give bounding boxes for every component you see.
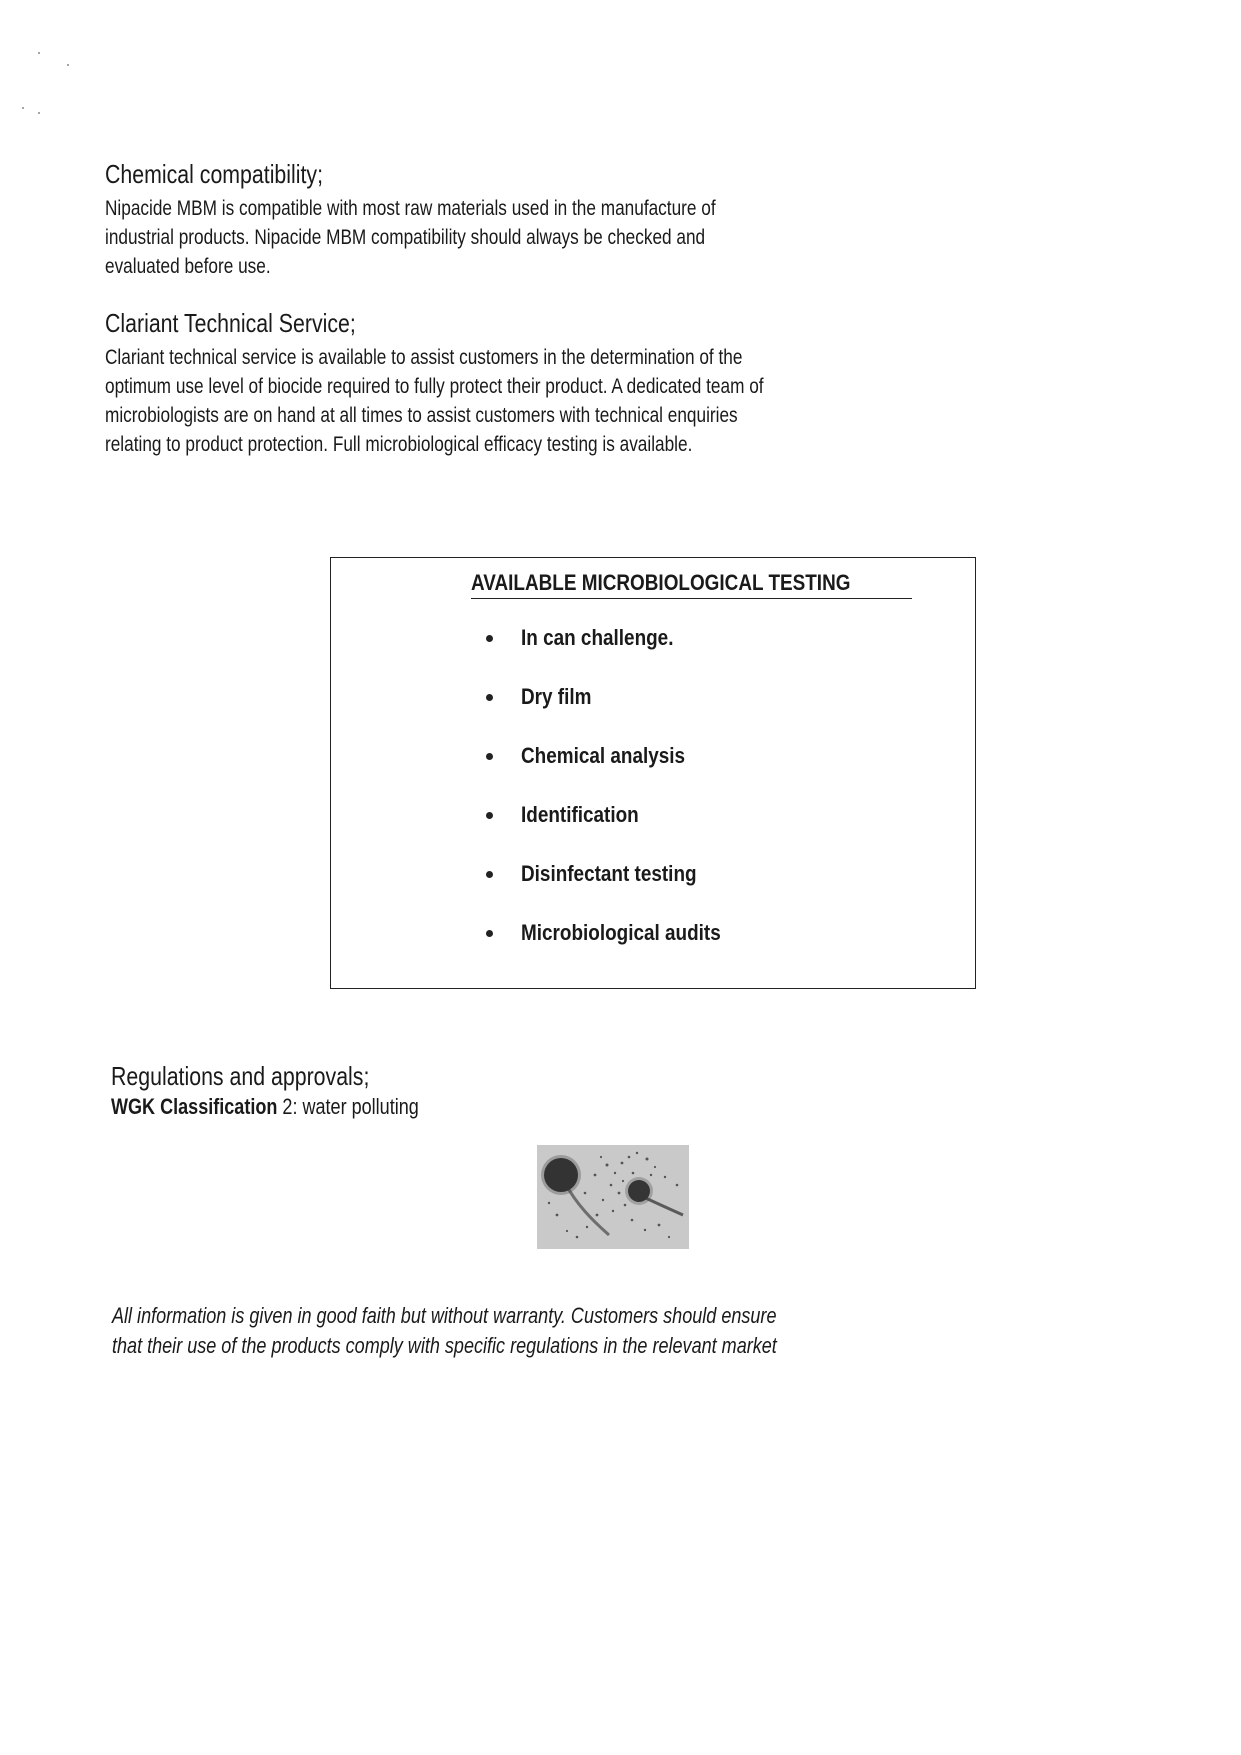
bullet-icon (486, 694, 493, 701)
chemical-compatibility-section (105, 158, 850, 281)
scan-speck (67, 64, 69, 66)
technical-service-heading: Clariant Technical Service; (105, 308, 356, 338)
microbiological-testing-box (330, 557, 976, 989)
testing-list-item: Disinfectant testing (486, 861, 753, 920)
testing-list-item: Identification (486, 802, 753, 861)
testing-list (486, 625, 753, 979)
chemical-compatibility-line: industrial products. Nipacide MBM compatibility should always be checked and (105, 226, 706, 249)
chemical-compatibility-heading: Chemical compatibility; (105, 159, 324, 189)
bullet-icon (486, 930, 493, 937)
regulations-heading: Regulations and approvals; (111, 1061, 370, 1091)
testing-list-item: Microbiological audits (486, 920, 753, 979)
wgk-label: WGK Classification (111, 1094, 278, 1119)
disclaimer-line: All information is given in good faith but without warranty. Customers should ensure (112, 1303, 777, 1328)
bullet-icon (486, 812, 493, 819)
technical-service-section (105, 307, 908, 459)
wgk-value: 2: water polluting (277, 1094, 419, 1119)
bullet-icon (486, 753, 493, 760)
bullet-icon (486, 871, 493, 878)
testing-list-item: Dry film (486, 684, 753, 743)
chemical-compatibility-line: Nipacide MBM is compatible with most raw materials used in the manufacture of (105, 197, 716, 220)
testing-list-item: Chemical analysis (486, 743, 753, 802)
bullet-icon (486, 635, 493, 642)
disclaimer (112, 1301, 923, 1361)
mould-microscope-image (537, 1145, 689, 1249)
disclaimer-line: that their use of the products comply with specific regulations in the relevant market (112, 1333, 777, 1358)
scan-speck (22, 107, 24, 109)
wgk-classification (111, 1092, 486, 1121)
technical-service-line: microbiologists are on hand at all times to assist customers with technical enquiries (105, 404, 738, 427)
testing-box-title: AVAILABLE MICROBIOLOGICAL TESTING (471, 569, 912, 599)
scan-speck (38, 52, 40, 54)
chemical-compatibility-line: evaluated before use. (105, 255, 271, 278)
regulations-section (111, 1060, 486, 1121)
technical-service-line: relating to product protection. Full microbiological efficacy testing is available. (105, 433, 693, 456)
scan-speck (38, 112, 40, 114)
technical-service-line: Clariant technical service is available to assist customers in the determination of the (105, 346, 743, 369)
testing-list-item: In can challenge. (486, 625, 753, 684)
technical-service-line: optimum use level of biocide required to fully protect their product. A dedicated team of (105, 375, 764, 398)
